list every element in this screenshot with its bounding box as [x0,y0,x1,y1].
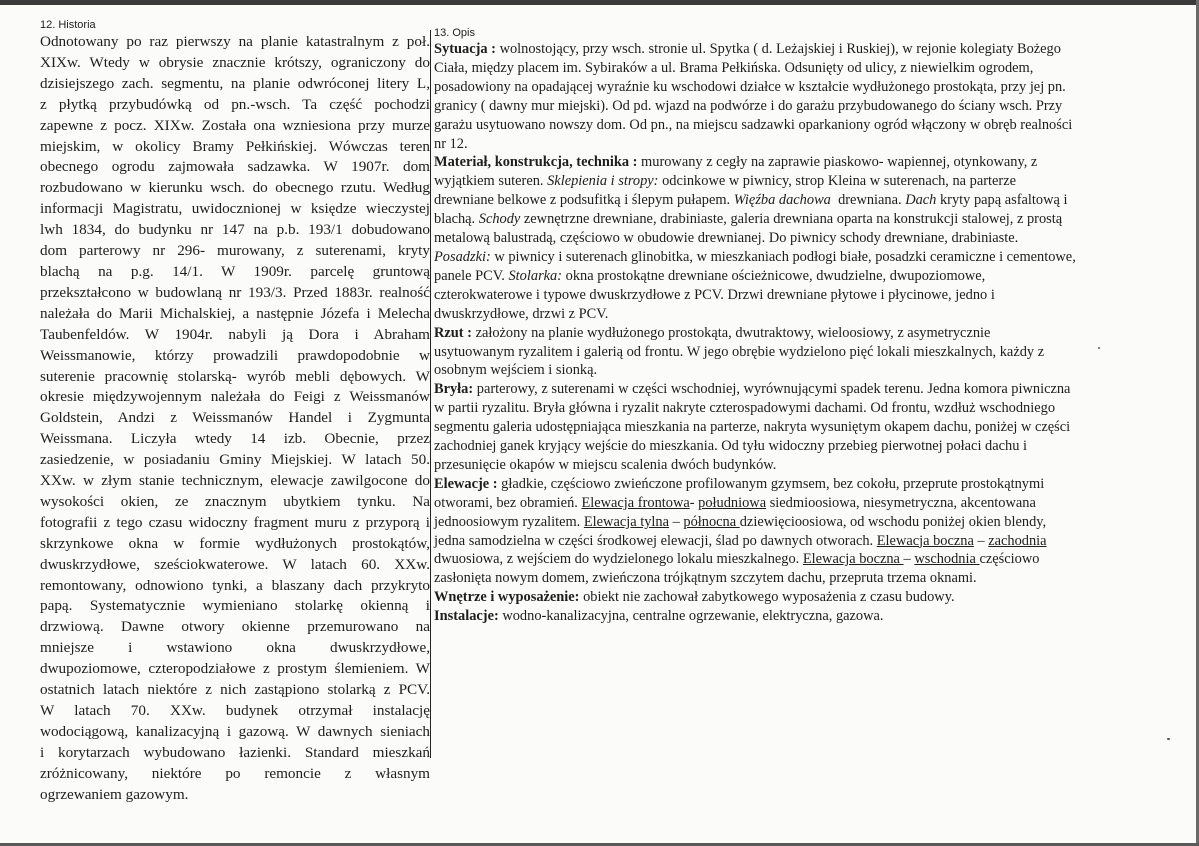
text-line: Weissmanowie, którzy prowadzili prawdopodobnie w [40,346,430,364]
text-line: usytuowanym ryzalitem i galerią od frontu. W jego obrębie wydzielono pięć lokali mieszkalnych, każdy z [434,343,1045,360]
text-line: Ciała, między placem im. Sybiraków a ul. Brama Pełkińska. Odsunięty od ulicy, z niewielkim ogrodem, [434,59,1034,76]
text-run: jedna samodzielna w części środkowej elewacji, ślad po dawnych otworach. [434,532,877,549]
instalacje-paragraph [434,607,1194,626]
text-line: metalową balustradą, częściowo w obudowie drewnianej. Do piwnicy schody drewniane, drabiniaste. [434,230,1019,247]
text-line: lwh 1834, do budynku nr 147 na p.b. 193/1 dobudowano [40,221,430,239]
text-line: osobnym wejściem i sionką. [434,362,598,379]
text-line [434,513,1194,532]
text-line [434,172,1194,191]
underlined-term: Elewacja boczna [802,551,904,568]
text-line: suterenie pracownię stolarską- wyrób mebli dębowych. W [40,367,430,385]
historia-section [40,18,430,806]
bryla-heading: Bryła: [434,381,474,398]
text-line: blachą na p.g. 14/1. W 1909r. parcelę gruntową [40,262,430,280]
text-run: – [668,513,684,530]
text-run: blachą. [434,211,479,228]
text-run: dziewięcioosiowa, od wschodu poniżej okien blendy, [739,513,1047,530]
text-line: Goldstein, Andzi z Weissmanów Handel i Zygmunta [40,409,430,427]
text-line: w partii ryzalitu. Bryła główna i ryzalit nakryte czterospadowymi dachami. Od frontu, wzdłuż wschodniego [434,400,1056,417]
opis-section [434,26,1194,626]
text-line [434,267,1194,286]
text-run: wodno-kanalizacyjna, centralne ogrzewanie, elektryczna, gazowa. [498,608,884,625]
text-line: wysokości okien, ze znacznym ubytkiem tynku. Na [40,492,430,510]
text-run: parterowy, z suterenami w części wschodniej, wyrównującymi spadek terenu. Jedna komora piwniczna [473,381,1071,398]
text-line [434,191,1194,210]
historia-body [40,32,430,806]
text-run: w piwnicy i suterenach glinobitka, w mieszkaniach podłogi białe, posadzki ceramiczne i cementowe, [490,248,1076,265]
text-line [434,210,1194,229]
text-line: Weissmana. Liczyła wtedy 14 izb. Obecnie, przez [40,430,430,448]
text-line: zasłonięta nowym domem, zwieńczona trójkątnym szczytem dachu, przepruta trzema oknami. [434,570,977,587]
underlined-term: północna [683,513,740,530]
text-line: W latach 70. XXw. budynek otrzymał instalację [40,702,430,719]
text-line: segmentu galeria udostępniająca mieszkania na parterze, nakryta wysuniętym okapem dachu, poniżej w części [434,419,1071,436]
text-line: skrzynkowe okna w formie wydłużonych prostokątów, [40,534,430,552]
text-line [434,550,1194,569]
text-line: dom parterowy nr 296- murowany, z suterenami, kryty [40,242,430,260]
text-line: remontowany, odnowiono tynki, a blaszany dach przykryto [40,576,430,594]
instalacje-heading: Instalacje: [434,608,499,625]
text-line: dwuskrzydłowe, drzwi z PCV. [434,305,609,322]
italic-term: Schody [478,211,521,228]
underlined-term: Elewacja frontowa [581,494,690,511]
italic-term: Stolarka: [508,267,563,284]
text-run: drewniana. [830,192,906,209]
document-page [0,5,1196,843]
text-run: odcinkowe w piwnicy, strop Kleina w suterenach, na parterze [658,173,1016,190]
text-line: dwupoziomowe, czteropodziałowe z prostym ślemieniem. W [40,660,430,678]
text-line: dzisiejszego zach. segmentu, na planie odwróconej litery L, [40,74,430,92]
historia-label: 12. Historia [40,19,96,31]
text-line: Taubenfeldów. W 1904r. nabyli ją Dora i Abraham [40,325,430,343]
text-line: ostatnich latach niektóre z nich zastąpiono stolarką z PCV. [40,681,430,699]
text-run: kryty papą asfaltową i [936,192,1068,209]
text-run: wyjątkiem suteren. [434,173,548,190]
text-line [434,494,1194,513]
text-run: dwuosiowa, z wejściem do wydzielonego lokalu mieszkalnego. [434,551,803,568]
text-line [434,532,1194,551]
bryla-paragraph [434,380,1194,399]
text-run: założony na planie wydłużonego prostokąta, dwutraktowy, wieloosiowy, z asymetrycznie [471,324,991,341]
sytuacja-paragraph [434,40,1194,59]
text-run: murowany z cegły na zaprawie piaskowo- wapiennej, otynkowany, z [637,154,1038,171]
text-line: rozbudowano w kierunku wsch. do obecnego rzutu. Według [40,179,430,197]
text-line: okresie międzywojennym należała do Feigi z Weissmanów [40,388,430,406]
opis-label: 13. Opis [434,27,475,39]
text-run: – [903,551,915,568]
text-line: miejskim, w okolicy Bramy Pełkińskiej. Wówczas teren [40,137,430,155]
italic-term: Posadzki: [434,248,491,265]
underlined-term: Elewacja boczna [876,532,974,549]
text-line: zasiedzenie, w posiadaniu Gminy Miejskiej. W latach 50. [40,451,430,469]
text-line: informacji Magistratu, uwidocznionej w księdze wieczystej [40,200,430,218]
text-line: czterokwaterowe i typowe dwuskrzydłowe z PCV. Drzwi drewniane płytowe i płycinowe, jedno i [434,286,995,303]
underlined-term: Elewacja tylna [583,513,669,530]
text-run: okna prostokątne drewniane ościeżnicowe, dwudzielne, dwupoziomowe, [562,267,986,284]
opis-body [434,40,1194,626]
text-line: posadowiony na opadającej wyraźnie ku wschodowi działce w kształcie wydłużonego prostokąta, przy jej pn. [434,78,1066,95]
text-run: obiekt nie zachował zabytkowego wyposażenia z czasu budowy. [579,589,955,606]
text-line: należała do Marii Michalskiej, a następnie Józefa i Melecha [40,304,430,322]
text-line: Odnotowany po raz pierwszy na planie katastralnym z poł. [40,33,430,50]
text-line: garażu usytuowano nowszy dom. Od pn., na miejscu sadzawki oparkaniony ogród włączony w obręb realności [434,116,1073,133]
text-line: XIXw. Wtedy w obrysie znacznie krótszy, ograniczony do [40,53,430,71]
text-line: nr 12. [434,135,468,152]
italic-term: Sklepienia i stropy: [547,173,659,190]
underlined-term: zachodnia [988,532,1047,549]
text-line: z płytką przybudówką od pn.-wsch. Ta część pochodzi [40,95,430,113]
material-paragraph [434,153,1194,172]
wnetrze-paragraph [434,588,1194,607]
text-line: papą. Systematycznie wymieniano stolarkę okienną i [40,597,430,615]
text-run: drewniane belkowe z podsufitką i ślepym pułapem. [434,192,734,209]
scan-speck [1167,738,1170,740]
text-run: częściowo [979,551,1040,568]
text-run: wolnostojący, przy wsch. stronie ul. Spytka ( d. Leżajskiej i Ruskiej), w rejonie kolegiaty Bożego [495,41,1061,57]
italic-term: Więźba dachowa [733,192,831,209]
text-line: ogrzewaniem gazowym. [40,785,189,803]
text-run: – [973,532,989,549]
text-line: obecnego ogrodu zajmowała sadzawka. W 1907r. dom [40,158,430,176]
text-line: wodociągową, kanalizacyjną i gazową. W dawnych sieniach [40,722,430,740]
text-line: dwuskrzydłowe, sześciokwaterowe. W latach 60. XXw. [40,555,430,573]
material-heading: Materiał, konstrukcja, technika : [434,154,638,171]
text-line: zachodniej ganek kryjący wejście do mieszkania. Od tyłu widoczny przebieg pierwotnej połaci dachu i [434,438,1027,455]
italic-term: Dach [905,192,937,209]
text-run: jednoosiowym ryzalitem. [434,513,584,530]
underlined-term: wschodnia [914,551,980,568]
scan-speck [1098,347,1100,349]
text-run: panele PCV. [434,267,509,284]
text-run: siedmioosiowa, niesymetryczna, akcentowana [766,494,1036,511]
text-run: - [689,494,699,511]
wnetrze-heading: Wnętrze i wyposażenie: [434,589,580,606]
text-run: zewnętrzne drewniane, drabiniaste, galeria drewniana oparta na konstrukcji stalowej, z prostą [520,211,1063,228]
text-line: fotografii z tego czasu widoczny fragment muru z przyporą i [40,513,430,531]
elewacje-paragraph [434,475,1194,494]
text-line: przekształcono w budowlaną nr 193/3. Przed 1883r. realność [40,283,430,301]
text-run: otworami, bez obramień. [434,494,582,511]
text-line: zróżnicowany, niektóre po remoncie z własnym [40,764,430,782]
text-line: drzwiową. Dawne otwory okienne przemurowano na [40,618,430,636]
text-line: przesunięcie okapów w miejscu scalenia dwóch budynków. [434,456,777,473]
text-line: granicy ( dawny mur miejski). Od pd. wjazd na podwórze i do garażu przybudowanego do ściany wsch. Przy [434,97,1063,114]
elewacje-heading: Elewacje : [434,475,498,492]
text-line: XXw. w złym stanie technicznym, elewacje zawilgocone do [40,472,430,490]
text-line: mniejsze i wstawiono okna dwuskrzydłowe, [40,639,430,657]
rzut-paragraph [434,324,1194,343]
text-line: zapewne z pocz. XIXw. Została ona wzniesiona przy murze [40,116,430,134]
sytuacja-heading: Sytuacja : [434,41,496,57]
text-run: gładkie, częściowo zwieńczone profilowanym gzymsem, bez cokołu, przeprute prostokątnymi [497,475,1045,492]
column-divider [430,30,431,758]
underlined-term: południowa [698,494,767,511]
text-line: i korytarzach wybudowano łazienki. Standard mieszkań [40,743,430,761]
text-line [434,248,1194,267]
rzut-heading: Rzut : [434,324,472,341]
